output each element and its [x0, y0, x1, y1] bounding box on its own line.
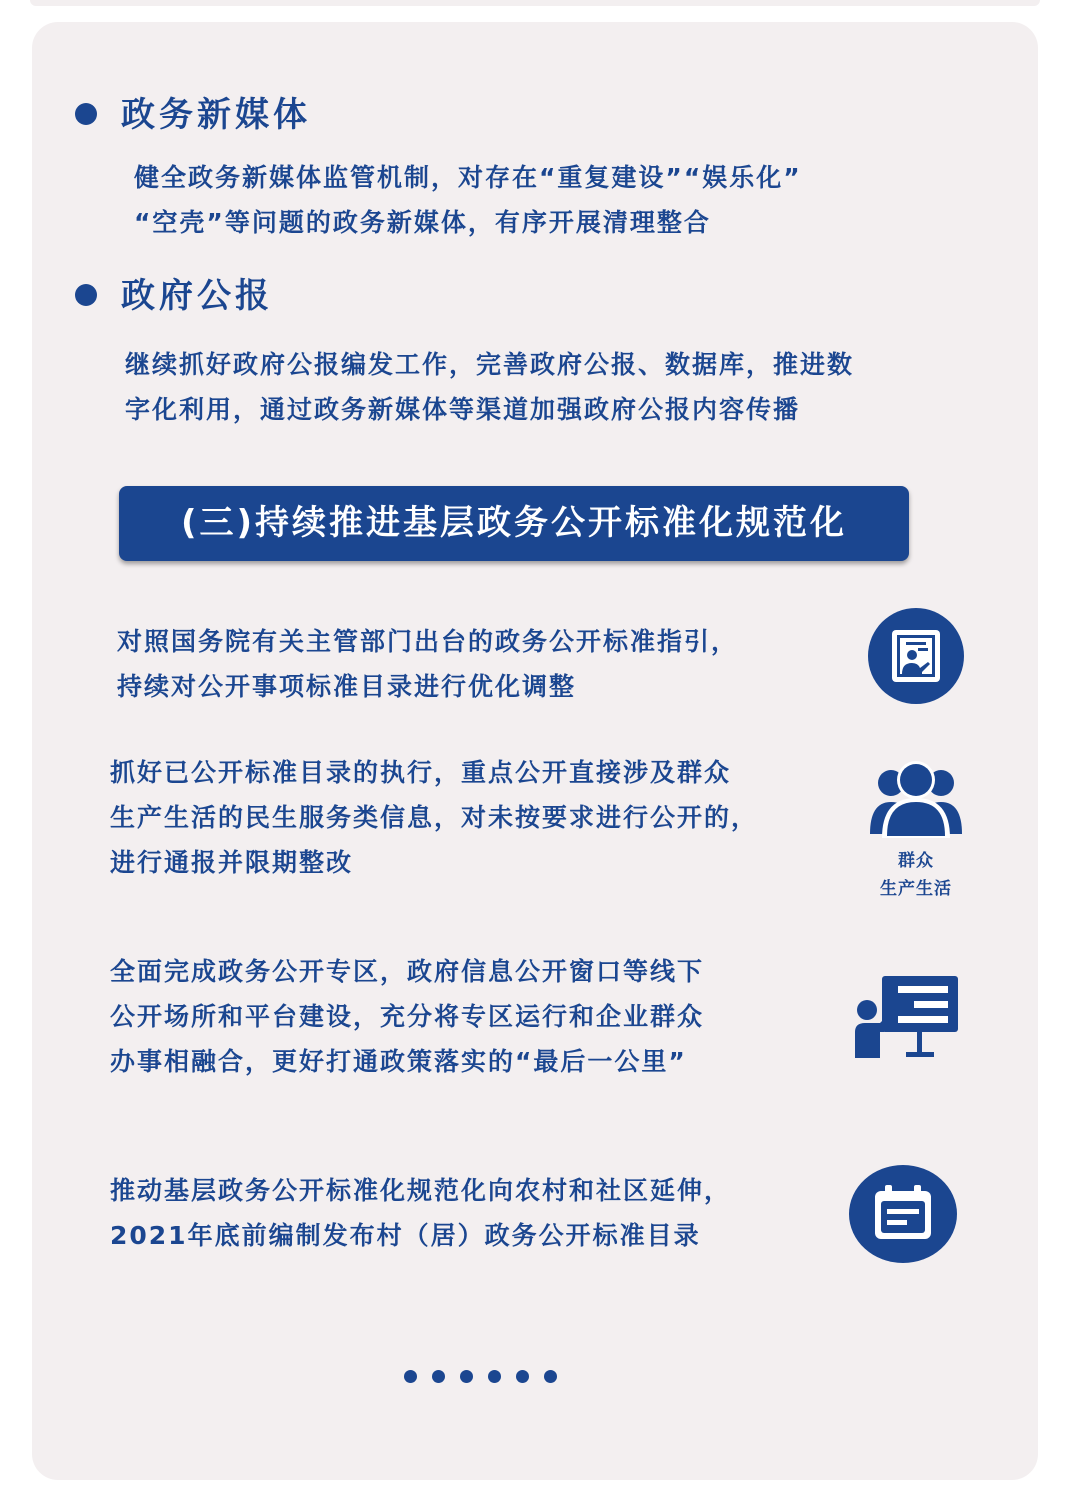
section-text-gazette — [125, 342, 854, 432]
caption-line: 群众 — [898, 851, 934, 871]
speaker-at-board-icon — [850, 972, 962, 1064]
page-dot — [460, 1370, 473, 1383]
page-indicator — [404, 1370, 557, 1383]
page-dot — [544, 1370, 557, 1383]
calendar-icon — [848, 1164, 958, 1264]
section-bullet — [75, 284, 97, 306]
text-line: 2021年底前编制发布村（居）政务公开标准目录 — [110, 1221, 701, 1250]
text-line: 推动基层政务公开标准化规范化向农村和社区延伸， — [110, 1176, 732, 1205]
text-line: 进行通报并限期整改 — [110, 848, 354, 877]
section-bullet — [75, 103, 97, 125]
item-text-offline-venues — [110, 949, 704, 1084]
top-strip — [30, 0, 1040, 6]
presentation-board-icon — [866, 606, 966, 706]
item-text-standard-guide — [117, 619, 738, 709]
item-text-rural-extension — [110, 1168, 731, 1258]
section-banner: (三)持续推进基层政务公开标准化规范化 — [119, 486, 909, 561]
text-line: 继续抓好政府公报编发工作，完善政府公报、数据库，推进数 — [125, 350, 855, 379]
text-line: 持续对公开事项标准目录进行优化调整 — [117, 672, 577, 701]
section-heading-new-media: 政务新媒体 — [121, 95, 311, 135]
text-line: 字化利用，通过政务新媒体等渠道加强政府公报内容传播 — [125, 395, 801, 424]
text-line: 全面完成政务公开专区，政府信息公开窗口等线下 — [110, 957, 705, 986]
text-line: 办事相融合，更好打通政策落实的“最后一公里” — [110, 1047, 687, 1076]
page-dot — [404, 1370, 417, 1383]
page-dot — [432, 1370, 445, 1383]
text-line: 健全政务新媒体监管机制，对存在“重复建设”“娱乐化” — [134, 163, 802, 192]
people-group-icon — [868, 756, 964, 840]
text-line: 公开场所和平台建设，充分将专区运行和企业群众 — [110, 1002, 705, 1031]
page-dot — [488, 1370, 501, 1383]
caption-line: 生产生活 — [880, 879, 952, 899]
people-group-caption — [856, 847, 976, 903]
text-line: 生产生活的民生服务类信息，对未按要求进行公开的， — [110, 803, 759, 832]
section-text-new-media — [134, 155, 802, 245]
text-line: “空壳”等问题的政务新媒体，有序开展清理整合 — [134, 208, 711, 237]
page-dot — [516, 1370, 529, 1383]
text-line: 对照国务院有关主管部门出台的政务公开标准指引， — [117, 627, 739, 656]
section-heading-gazette: 政府公报 — [121, 276, 273, 316]
item-text-public-catalog — [110, 750, 758, 885]
text-line: 抓好已公开标准目录的执行，重点公开直接涉及群众 — [110, 758, 732, 787]
